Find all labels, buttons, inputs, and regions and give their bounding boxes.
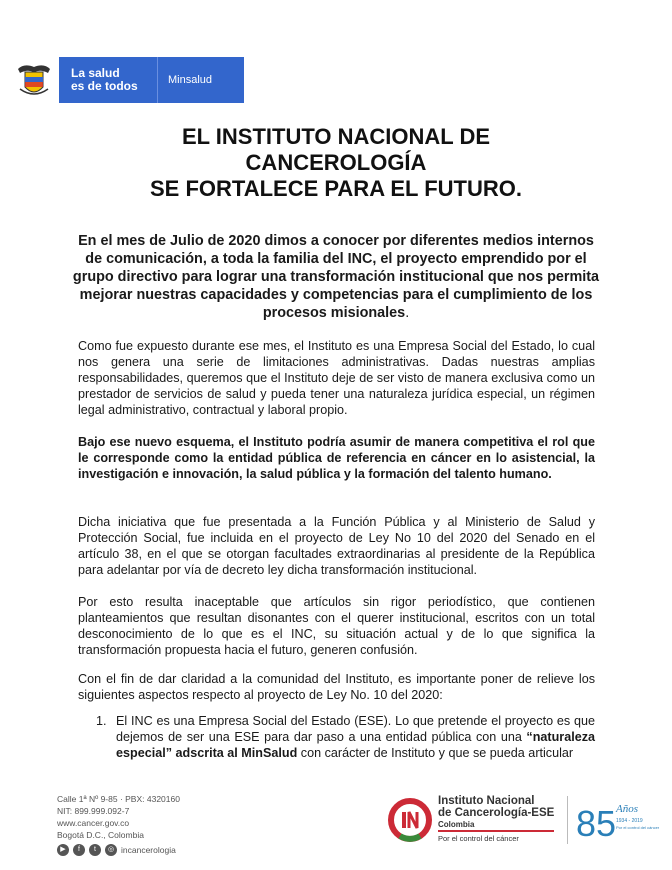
anni-tagline: Por el control del cáncer bbox=[616, 825, 660, 830]
list-item-text-a: El INC es una Empresa Social del Estado (ESE). Lo que pretende el proyecto es que dejemos de ser una ESE para dar paso a una entidad pública con una bbox=[116, 714, 595, 744]
anni-years: 1934 - 2019 bbox=[616, 818, 643, 824]
inc-tagline: Por el control del cáncer bbox=[438, 830, 554, 844]
twitter-icon[interactable]: t bbox=[89, 844, 101, 856]
social-links bbox=[57, 844, 180, 856]
paragraph-3: Dicha iniciativa que fue presentada a la Función Pública y al Ministerio de Salud y Protección Social, fue incluida en el proyecto de Ley No 10 del 2020 del Senado en el artículo 38, en el que se otorgan facultades extraordinarias al presidente de la República para adelantar por vía de decreto ley dicha transformación institucional. bbox=[78, 515, 595, 577]
instagram-icon[interactable]: ◎ bbox=[105, 844, 117, 856]
footer-web-link[interactable]: www.cancer.gov.co bbox=[57, 818, 130, 828]
footer-nit: NIT: 899.999.092-7 bbox=[57, 806, 130, 816]
paragraph-2: Bajo ese nuevo esquema, el Instituto podría asumir de manera competitiva el rol que le corresponde como la entidad pública de referencia en cáncer en lo asistencial, la investigación e innovación, la salud pública y la formación del talento humano. bbox=[78, 435, 595, 481]
title-line-2: CANCEROLOGÍA bbox=[245, 150, 427, 175]
coat-of-arms-icon bbox=[9, 57, 59, 103]
title-line-3: SE FORTALECE PARA EL FUTURO. bbox=[150, 176, 522, 201]
lead-paragraph bbox=[72, 232, 600, 322]
anni-number: 85 bbox=[576, 803, 617, 844]
list-item-text-c: con carácter de Instituto y que se pueda articular bbox=[297, 746, 574, 760]
page-title bbox=[0, 124, 672, 202]
footer-addr-1: Calle 1ª Nº 9-85 · PBX: 4320160 bbox=[57, 794, 180, 804]
facebook-icon[interactable]: f bbox=[73, 844, 85, 856]
lead-text: En el mes de Julio de 2020 dimos a conocer por diferentes medios internos de comunicación, a toda la familia del INC, el proyecto emprendido por el grupo directivo para lograr una transformación institucional que nos permita mejorar nuestras capacidades y competencias para el cumplimiento de los procesos misionales bbox=[72, 233, 600, 321]
title-line-1: EL INSTITUTO NACIONAL DE bbox=[181, 124, 491, 149]
paragraph-5: Con el fin de dar claridad a la comunidad del Instituto, es importante poner de relieve los siguientes aspectos respecto al proyecto de Ley No. 10 del 2020: bbox=[78, 672, 595, 702]
list-item-text-bold: “naturaleza especial” adscrita al MinSalud bbox=[116, 730, 595, 760]
social-handle: incancerologia bbox=[121, 845, 176, 855]
footer-city: Bogotá D.C., Colombia bbox=[57, 830, 144, 840]
anniversary-logo bbox=[574, 798, 660, 846]
list-number: 1. bbox=[96, 714, 107, 728]
inc-emblem-icon bbox=[386, 796, 434, 844]
gov-logo bbox=[9, 57, 244, 103]
lead-end: . bbox=[405, 305, 410, 321]
footer-divider bbox=[567, 796, 568, 844]
inc-logo-text bbox=[438, 795, 554, 844]
inc-country: Colombia bbox=[438, 820, 475, 829]
la-salud-logo bbox=[59, 57, 157, 103]
footer-address bbox=[57, 793, 180, 856]
paragraph-1: Como fue expuesto durante ese mes, el Instituto es una Empresa Social del Estado, lo cual nos genera una serie de limitaciones administrativas. Dadas nuestras amplias responsabilidades, queremos que el Instituto deje de ser visto de manera exclusiva como un prestador de servicios de salud y pueda tener una naturaleza jurídica especial, un régimen legal administrativo, contractual y laboral propio. bbox=[78, 339, 595, 417]
anni-word: Años bbox=[616, 803, 638, 815]
list-item-text bbox=[116, 713, 595, 761]
paragraph-4: Por esto resulta inaceptable que artículos sin rigor periodístico, que contienen planteamientos que resultan disonantes con el querer institucional, escritos con un total desconocimiento de lo que es el INC, su situación actual y de lo que significa la transformación propuesta hacia el futuro, generen confusión. bbox=[78, 595, 595, 657]
logo-line-1: La salud bbox=[71, 66, 120, 80]
inc-name-2: de Cancerología-ESE bbox=[438, 807, 555, 819]
minsalud-label: Minsalud bbox=[157, 57, 244, 103]
youtube-icon[interactable]: ▶ bbox=[57, 844, 69, 856]
logo-line-2: es de todos bbox=[71, 79, 138, 93]
inc-logo bbox=[386, 795, 554, 844]
inc-name-1: Instituto Nacional bbox=[438, 795, 535, 807]
